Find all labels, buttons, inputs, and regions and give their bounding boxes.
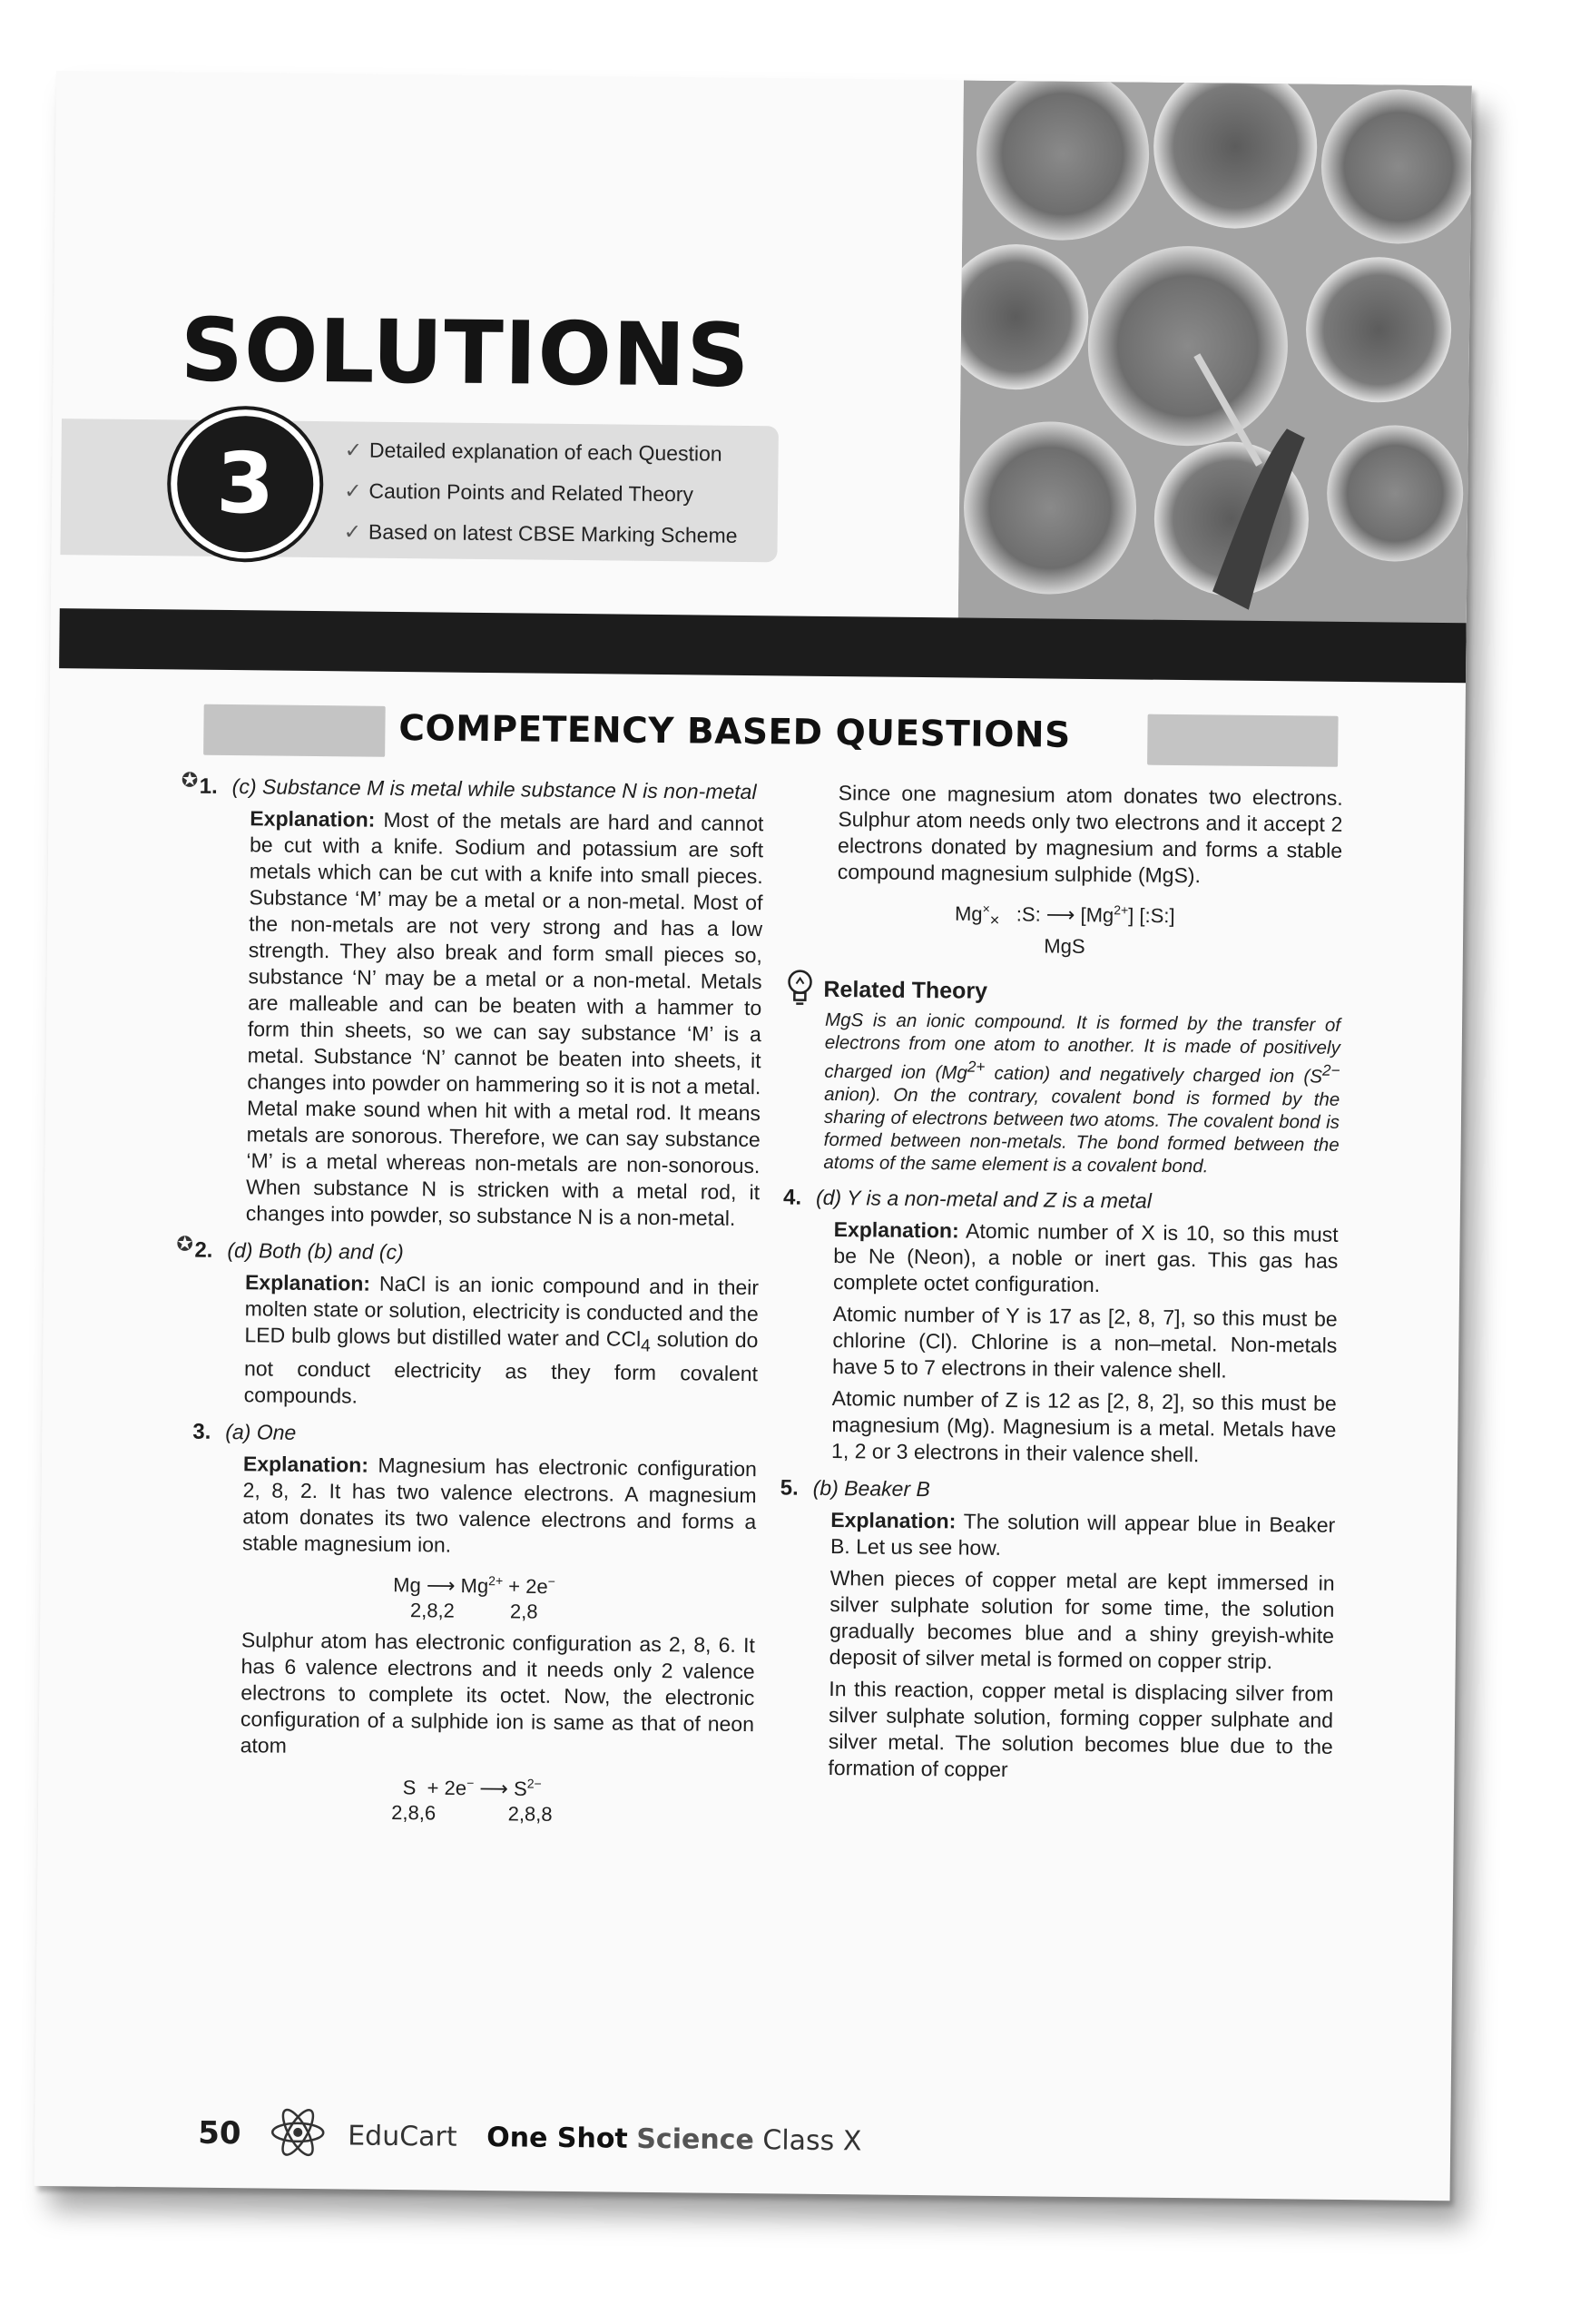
check-icon: ✓: [344, 479, 362, 504]
paint-buckets-photo: [958, 80, 1472, 630]
chapter-number-badge: 3: [176, 415, 314, 553]
feature-list: [343, 429, 738, 556]
check-icon: ✓: [344, 438, 363, 463]
left-column: [176, 769, 764, 1836]
section-heading: COMPETENCY BASED QUESTIONS: [398, 707, 1071, 756]
answer: (d) Y is a non-metal and Z is a metal: [815, 1185, 1153, 1213]
textbook-page: [34, 71, 1472, 2201]
answer: (b) Beaker B: [812, 1475, 930, 1501]
feature-item: ✓ Caution Points and Related Theory: [344, 478, 694, 507]
explanation: Explanation: Magnesium has electronic configuration 2, 8, 2. It has two valence electrons. A magnesium atom donates its two valence electrons and forms a stable magnesium ion.: [241, 1451, 758, 1557]
answer: (c) Substance M is metal while substance N is non-metal: [231, 774, 757, 804]
check-icon: ✓: [343, 520, 362, 545]
explanation: Explanation: Atomic number of X is 10, so this must be Ne (Neon), a noble or inert gas. This gas has complete octet configuration.: [832, 1216, 1339, 1296]
feature-item: ✓ Detailed explanation of each Question: [344, 438, 722, 466]
equation-magnesium: Mg ⟶ $Mg^{2+} + 2e^-$ 2,8,2 2,8: [393, 1572, 556, 1623]
page-title: SOLUTIONS: [180, 299, 751, 408]
explanation: Atomic number of Z is 12 as [2, 8, 2], so this must be magnesium (Mg). Magnesium is a metal. Metals have 1, 2 or 3 electrons in their valence shell.: [830, 1385, 1337, 1466]
star-icon: ✪: [176, 1233, 194, 1256]
book-title: One Shot Science Class X: [486, 2122, 862, 2158]
question-2: ✪ 2. (d) Both (b) and (c) Explanation: NaCl is an ionic compound and in their molten state or solution, electricity is conducted and the LED bulb glows but distilled water and CCl$_4$ solution do not conduct electricity as they form covalent compounds.: [195, 1237, 760, 1413]
question-1: ✪ 1. (c) Substance M is metal while substance N is non-metal Explanation: Most of the metals are hard and cannot be cut with a knife. Sodium and potassium are soft metals which can be cut with a knife into small pieces. Substance ‘M’ may be a metal or a non-metal. Most of the non-metals are not very strong and has a low strength. They also break and form small pieces so, substance ‘N’ may be a metal or a non-metal. Metals are malleable and can be beaten with a hammer to form thin sheets, so we can say substance ‘M’ is a metal. Substance ‘N’ cannot be beaten into sheets, it changes into powder on hammering so it is not a metal. Metal make sound when hit with a metal rod. It means metals are sonorous. Therefore, we can say substance ‘M’ is a metal whereas non-metals are non-sonorous. When substance N is stricken with a metal rod, it changes into powder, so substance N is a non-metal.: [197, 773, 764, 1232]
brand-logo: EduCart: [348, 2120, 457, 2153]
equation-mgs: $Mg^\times_\times$ :S: ⟶ $[Mg^{2+}]$ [:S:] MgS: [954, 901, 1175, 958]
atom-icon: [269, 2103, 328, 2162]
question-4: 4. (d) Y is a non-metal and Z is a metal Explanation: Atomic number of X is 10, so this must be Ne (Neon), a noble or inert gas. This gas has complete octet configuration. Atomic number of Y is 17 as [2, 8, 7], so this must be chlorine (Cl). Chlorine is a non–metal. Non-metals have 5 to 7 electrons in their valence shell. Atomic number of Z is 12 as [2, 8, 2], so this must be magnesium (Mg). Magnesium is a metal. Metals have 1, 2 or 3 electrons in their valence shell.: [782, 1184, 1339, 1469]
question-3: 3. (a) One Explanation: Magnesium has electronic configuration 2, 8, 2. It has two valence electrons. A magnesium atom donates its two valence electrons and forms a stable magnesium ion. Mg ⟶ $Mg^{2+} + 2e^-$ 2,8,2 2,8 Sulphur atom has electronic configuration as 2, 8, 6. It has 6 valence electrons and it needs only 2 valence electrons to complete its octet. Now, the electronic configuration of a sulphide ion is same as that of neon atom S + 2e− ⟶ $S^{2-}$ 2,8,6 2,8,8: [191, 1418, 758, 1829]
feature-item: ✓ Based on latest CBSE Marking Scheme: [343, 519, 738, 547]
star-icon: ✪: [181, 769, 199, 793]
right-column: [779, 780, 1343, 1787]
related-theory-text: MgS is an ionic compound. It is formed by the transfer of electrons from one atom to another. It is made of positively charged ion ($Mg^{2+}$ cation) and negatively charged ion ($S^{2-}$ anion). On the contrary, covalent bond is formed by the sharing of electrons between two atoms. The covalent bond is formed between non-metals. The bond formed between the atoms of the same element is a covalent bond.: [823, 1009, 1341, 1177]
explanation: Atomic number of Y is 17 as [2, 8, 7], so this must be chlorine (Cl). Chlorine is a non–metal. Non-metals have 5 to 7 electrons in their valence shell.: [831, 1301, 1338, 1383]
explanation: Explanation: The solution will appear blue in Beaker B. Let us see how.: [829, 1507, 1336, 1560]
explanation-continued: Since one magnesium atom donates two electrons. Sulphur atom needs only two electrons and it accept 2 electrons donated by magnesium and forms a stable compound magnesium sulphide (MgS).: [837, 781, 1343, 888]
question-5: 5. (b) Beaker B Explanation: The solution will appear blue in Beaker B. Let us see how. When pieces of copper metal are kept immersed in silver sulphate solution for some time, the solution gradually becomes blue and a shiny greyish-white deposit of silver metal is formed on copper strip. In this reaction, copper metal is displacing silver from silver sulphate solution, forming copper sulphate and silver metal. The solution becomes blue due to the formation of copper: [779, 1474, 1335, 1786]
explanation: Sulphur atom has electronic configuration as 2, 8, 6. It has 6 valence electrons and it needs only 2 valence electrons to complete its octet. Now, the electronic configuration of a sulphide ion is same as that of neon atom: [240, 1628, 756, 1758]
related-theory-heading: Related Theory: [823, 977, 1340, 1009]
lightbulb-icon: [783, 967, 817, 1010]
section-banner: [203, 699, 1339, 767]
explanation: Explanation: Most of the metals are hard and cannot be cut with a knife. Sodium and potassium are soft metals which can be cut with a knife into small pieces. Substance ‘M’ may be a metal or a non-metal. Most of the non-metals are not very strong and has a low strength. They also break and form small pieces so, substance ‘N’ may be a metal or a non-metal. Metals are malleable and can be beaten with a hammer to form thin sheets, so we can say substance ‘M’ is a metal. Substance ‘N’ cannot be beaten into sheets, it changes into powder on hammering so it is not a metal. Metal make sound when hit with a metal rod. It means metals are sonorous. Therefore, we can say substance ‘M’ is a metal whereas non-metals are non-sonorous. When substance N is stricken with a metal rod, it changes into powder, so substance N is a non-metal.: [245, 806, 764, 1230]
page-footer: [198, 2108, 862, 2162]
equation-sulphur: S + 2e− ⟶ $S^{2-}$ 2,8,6 2,8,8: [391, 1775, 553, 1827]
answer: (a) One: [225, 1419, 297, 1444]
explanation: In this reaction, copper metal is displacing silver from silver sulphate solution, forming copper sulphate and silver metal. The solution becomes blue due to the formation of copper: [828, 1676, 1334, 1781]
molecule-pattern: [1147, 714, 1339, 767]
explanation: Explanation: NaCl is an ionic compound and in their molten state or solution, electricity is conducted and the LED bulb glows but distilled water and CCl$_4$ solution do not conduct electricity as they form covalent compounds.: [243, 1270, 760, 1408]
explanation: When pieces of copper metal are kept immersed in silver sulphate solution for some time, the solution gradually becomes blue and a shiny greyish-white deposit of silver metal is formed on copper strip.: [829, 1565, 1335, 1673]
page-number: 50: [198, 2114, 241, 2152]
answer: (d) Both (b) and (c): [227, 1238, 404, 1265]
molecule-pattern: [203, 704, 386, 757]
